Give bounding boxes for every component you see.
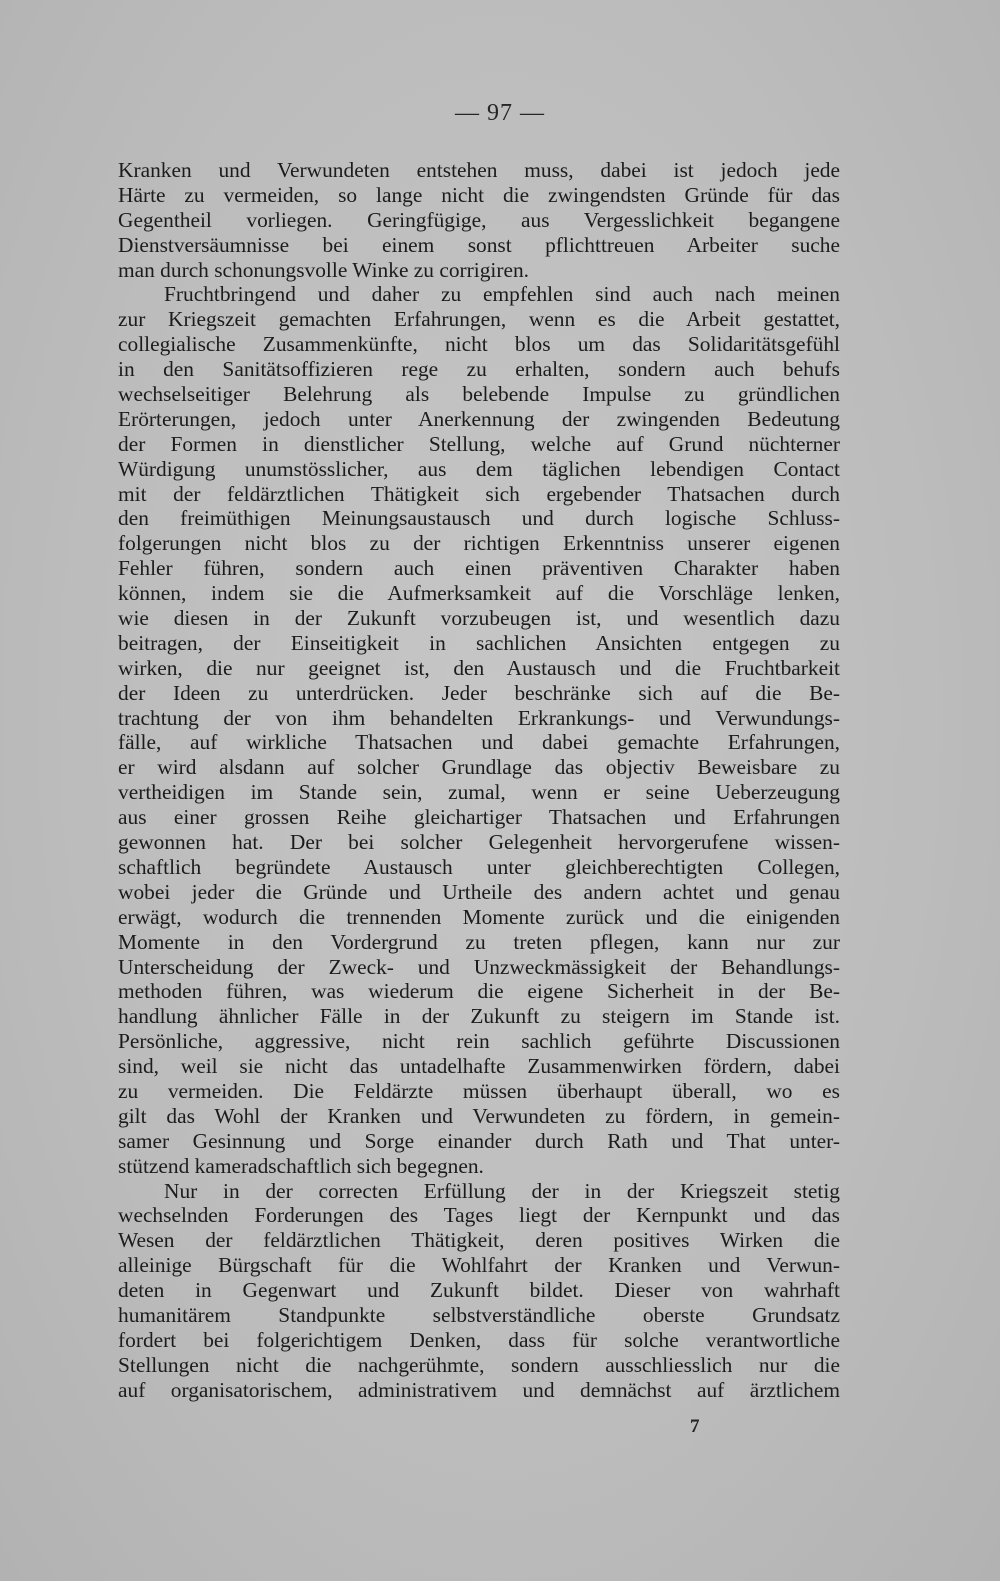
text-line: wobei jeder die Gründe und Urtheile des andern achtet und genau <box>118 879 840 904</box>
body-text <box>118 158 840 1403</box>
text-line: wie diesen in der Zukunft vorzubeugen ist, und wesentlich dazu <box>118 606 840 631</box>
signature-mark: 7 <box>690 1416 700 1437</box>
text-line: Stellungen nicht die nachgerühmte, sondern ausschliesslich nur die <box>118 1352 840 1377</box>
text-line: stützend kameradschaftlich sich begegnen. <box>118 1153 484 1178</box>
text-line: gewonnen hat. Der bei solcher Gelegenheit hervorgerufene wissen- <box>118 830 840 855</box>
text-line: schaftlich begründete Austausch unter gleichberechtigten Collegen, <box>118 854 840 879</box>
text-line: der Ideen zu unterdrücken. Jeder beschränke sich auf die Be- <box>118 680 840 705</box>
text-line: Härte zu vermeiden, so lange nicht die zwingendsten Gründe für das <box>118 182 840 207</box>
text-line: Würdigung unumstösslicher, aus dem täglichen lebendigen Contact <box>118 456 840 481</box>
text-line: Kranken und Verwundeten entstehen muss, dabei ist jedoch jede <box>118 158 840 182</box>
paragraph-start-line: Fruchtbringend und daher zu empfehlen sind auch nach meinen <box>164 282 840 307</box>
paragraph-start-line: Nur in der correcten Erfüllung der in der Kriegszeit stetig <box>164 1178 840 1203</box>
text-line: zur Kriegszeit gemachten Erfahrungen, wenn es die Arbeit gestattet, <box>118 307 840 332</box>
text-line: Momente in den Vordergrund zu treten pflegen, kann nur zur <box>118 929 840 954</box>
text-line: er wird alsdann auf solcher Grundlage das objectiv Beweisbare zu <box>118 755 840 780</box>
text-line: trachtung der von ihm behandelten Erkrankungs- und Verwundungs- <box>118 705 840 730</box>
text-line: humanitärem Standpunkte selbstverständliche oberste Grundsatz <box>118 1302 840 1327</box>
text-line: in den Sanitätsoffizieren rege zu erhalten, sondern auch behufs <box>118 357 840 382</box>
text-line: können, indem sie die Aufmerksamkeit auf die Vorschläge lenken, <box>118 581 840 606</box>
text-line: aus einer grossen Reihe gleichartiger Thatsachen und Erfahrungen <box>118 805 840 830</box>
text-line: methoden führen, was wiederum die eigene Sicherheit in der Be- <box>118 979 840 1004</box>
text-line: samer Gesinnung und Sorge einander durch Rath und That unter- <box>118 1128 840 1153</box>
text-line: erwägt, wodurch die trennenden Momente zurück und die einigenden <box>118 904 840 929</box>
text-line: Wesen der feldärztlichen Thätigkeit, deren positives Wirken die <box>118 1228 840 1253</box>
text-line: alleinige Bürgschaft für die Wohlfahrt der Kranken und Verwun- <box>118 1253 840 1278</box>
text-line: den freimüthigen Meinungsaustausch und durch logische Schluss- <box>118 506 840 531</box>
text-line: collegialische Zusammenkünfte, nicht blos um das Solidaritätsgefühl <box>118 332 840 357</box>
text-line: folgerungen nicht blos zu der richtigen Erkenntniss unserer eigenen <box>118 531 840 556</box>
text-line: fälle, auf wirkliche Thatsachen und dabei gemachte Erfahrungen, <box>118 730 840 755</box>
page-number: — 97 — <box>455 100 545 126</box>
text-line: wechselseitiger Belehrung als belebende Impulse zu gründlichen <box>118 382 840 407</box>
text-line: mit der feldärztlichen Thätigkeit sich ergebender Thatsachen durch <box>118 481 840 506</box>
text-line: Unterscheidung der Zweck- und Unzweckmässigkeit der Behandlungs- <box>118 954 840 979</box>
text-line: wechselnden Forderungen des Tages liegt der Kernpunkt und das <box>118 1203 840 1228</box>
text-line: beitragen, der Einseitigkeit in sachlichen Ansichten entgegen zu <box>118 630 840 655</box>
text-line: deten in Gegenwart und Zukunft bildet. Dieser von wahrhaft <box>118 1278 840 1303</box>
text-line: Persönliche, aggressive, nicht rein sachlich geführte Discussionen <box>118 1029 840 1054</box>
text-line: der Formen in dienstlicher Stellung, welche auf Grund nüchterner <box>118 431 840 456</box>
text-line: wirken, die nur geeignet ist, den Austausch und die Fruchtbarkeit <box>118 655 840 680</box>
text-line: gilt das Wohl der Kranken und Verwundeten zu fördern, in gemein- <box>118 1103 840 1128</box>
text-line: sind, weil sie nicht das untadelhafte Zusammenwirken fördern, dabei <box>118 1054 840 1079</box>
text-line: handlung ähnlicher Fälle in der Zukunft zu steigern im Stande ist. <box>118 1004 840 1029</box>
text-line: Dienstversäumnisse bei einem sonst pflichttreuen Arbeiter suche <box>118 232 840 257</box>
text-line: fordert bei folgerichtigem Denken, dass für solche verantwortliche <box>118 1327 840 1352</box>
text-line: Erörterungen, jedoch unter Anerkennung der zwingenden Bedeutung <box>118 406 840 431</box>
text-line: vertheidigen im Stande sein, zumal, wenn er seine Ueberzeugung <box>118 780 840 805</box>
text-line: auf organisatorischem, administrativem und demnächst auf ärztlichem <box>118 1377 840 1402</box>
text-line: zu vermeiden. Die Feldärzte müssen überhaupt überall, wo es <box>118 1078 840 1103</box>
text-line: Gegentheil vorliegen. Geringfügige, aus Vergesslichkeit begangene <box>118 207 840 232</box>
text-line: Fehler führen, sondern auch einen präventiven Charakter haben <box>118 556 840 581</box>
text-line: man durch schonungsvolle Winke zu corrigiren. <box>118 257 529 282</box>
